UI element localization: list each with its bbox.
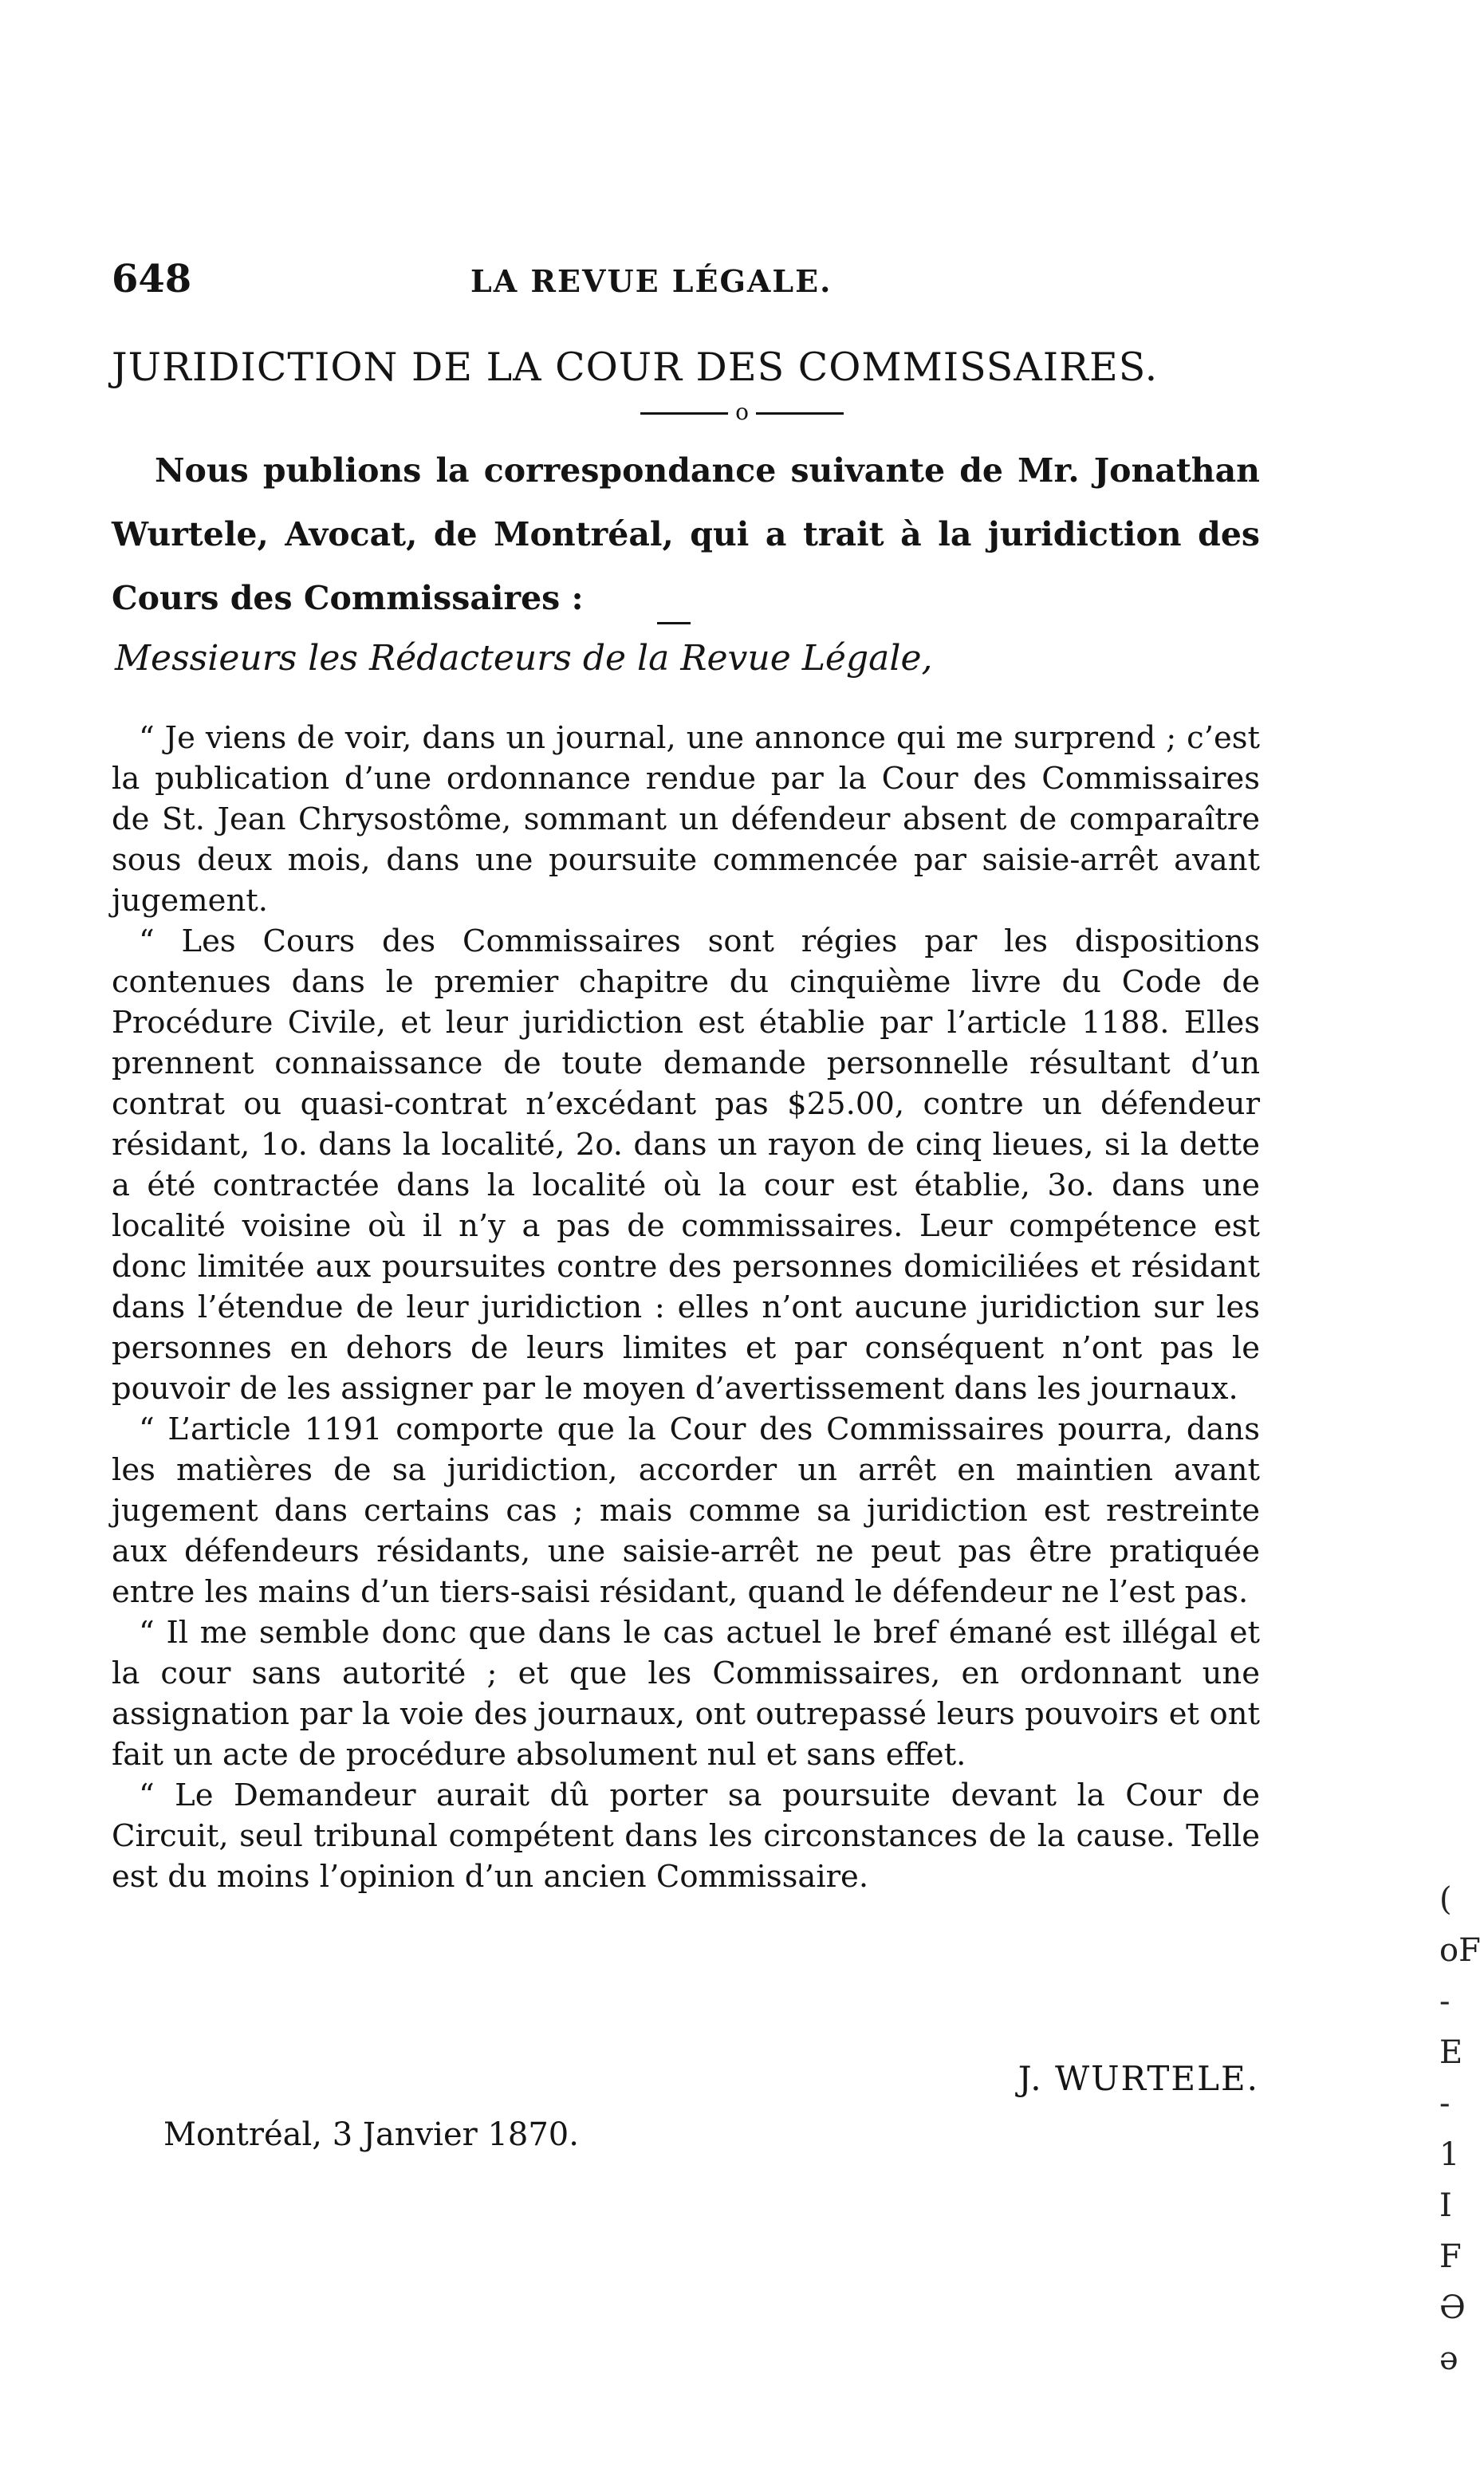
letter-paragraph: “ Il me semble donc que dans le cas actuel le bref émané est illégal et la cour sans autorité ; et que les Commissaires, en ordonnant une assignation par la voie des journaux, ont outrepassé leurs pouvoirs et ont fait un acte de procédure absolument nul et sans effet. <box>112 1615 1260 1773</box>
facing-page-edge <box>1439 1874 1479 2384</box>
letter-paragraph: “ Le Demandeur aurait dû porter sa poursuite devant la Cour de Circuit, seul tribunal compétent dans les circonstances de la cause. Telle est du moins l’opinion d’un ancien Commissaire. <box>112 1777 1260 1895</box>
edge-mark: F <box>1439 2238 1462 2275</box>
edge-mark: - <box>1439 1983 1451 2020</box>
edge-mark: I <box>1439 2187 1452 2224</box>
edge-mark: ə <box>1439 2340 1458 2377</box>
ornament-rule-right <box>756 412 844 415</box>
edge-mark: Ə <box>1439 2289 1466 2326</box>
running-header <box>112 257 1260 305</box>
edge-mark: oF <box>1439 1932 1481 1969</box>
place-date: Montréal, 3 Janvier 1870. <box>163 2116 579 2153</box>
letter-paragraph: “ Les Cours des Commissaires sont régies par les dispositions contenues dans le premier chapitre du cinquième livre du Code de Procédure Civile, et leur juridiction est établie par l’article 1188. Elles prennent connaissance de toute demande personnelle résultant d’un contrat ou quasi-contrat n’excédant pas $25.00, contre un défendeur résidant, 1o. dans la localité, 2o. dans un rayon de cinq lieues, si la dette a été contractée dans la localité où la cour est établie, 3o. dans une localité voisine où il n’y a pas de commissaires. Leur compétence est donc limitée aux poursuites contre des personnes domiciliées et résidant dans l’étendue de leur juridiction : elles n’ont aucune juridiction sur les personnes en dehors de leurs limites et par conséquent n’ont pas le pouvoir de les assigner par le moyen d’avertissement dans les journaux. <box>112 923 1260 1407</box>
signature: J. WURTELE. <box>1018 2059 1259 2098</box>
title-ornament <box>0 399 1484 425</box>
edge-mark: 1 <box>1439 2136 1460 2173</box>
letter-paragraph: “ L’article 1191 comporte que la Cour des Commissaires pourra, dans les matières de sa juridiction, accorder un arrêt en maintien avant jugement dans certains cas ; mais comme sa juridiction est restreinte aux défendeurs résidants, une saisie-arrêt ne peut pas être pratiquée entre les mains d’un tiers-saisi résidant, quand le défendeur ne l’est pas. <box>112 1411 1260 1610</box>
edge-mark: E <box>1439 2034 1463 2071</box>
letter-paragraph: “ Je viens de voir, dans un journal, une annonce qui me surprend ; c’est la publication d’une ordonnance rendue par la Cour des Commissaires de St. Jean Chrysostôme, sommant un défendeur absent de comparaître sous deux mois, dans une poursuite commencée par saisie-arrêt avant jugement. <box>112 720 1260 919</box>
article-title: JURIDICTION DE LA COUR DES COMMISSAIRES. <box>112 344 1159 390</box>
ornament-mark: o <box>735 399 749 425</box>
intro-paragraph: Nous publions la correspondance suivante de Mr. Jonathan Wurtele, Avocat, de Montréal, qui a trait à la juridiction des Cours des Commissaires : <box>112 451 1260 617</box>
letter-body <box>112 718 1260 1897</box>
letter-salutation: Messieurs les Rédacteurs de la Revue Légale, <box>115 638 933 679</box>
journal-title: LA REVUE LÉGALE. <box>470 263 833 299</box>
edge-mark: - <box>1439 2085 1451 2122</box>
page-number: 648 <box>112 257 192 301</box>
edge-mark: ( <box>1439 1881 1452 1918</box>
separator-rule <box>657 622 691 624</box>
ornament-rule-left <box>640 412 728 415</box>
